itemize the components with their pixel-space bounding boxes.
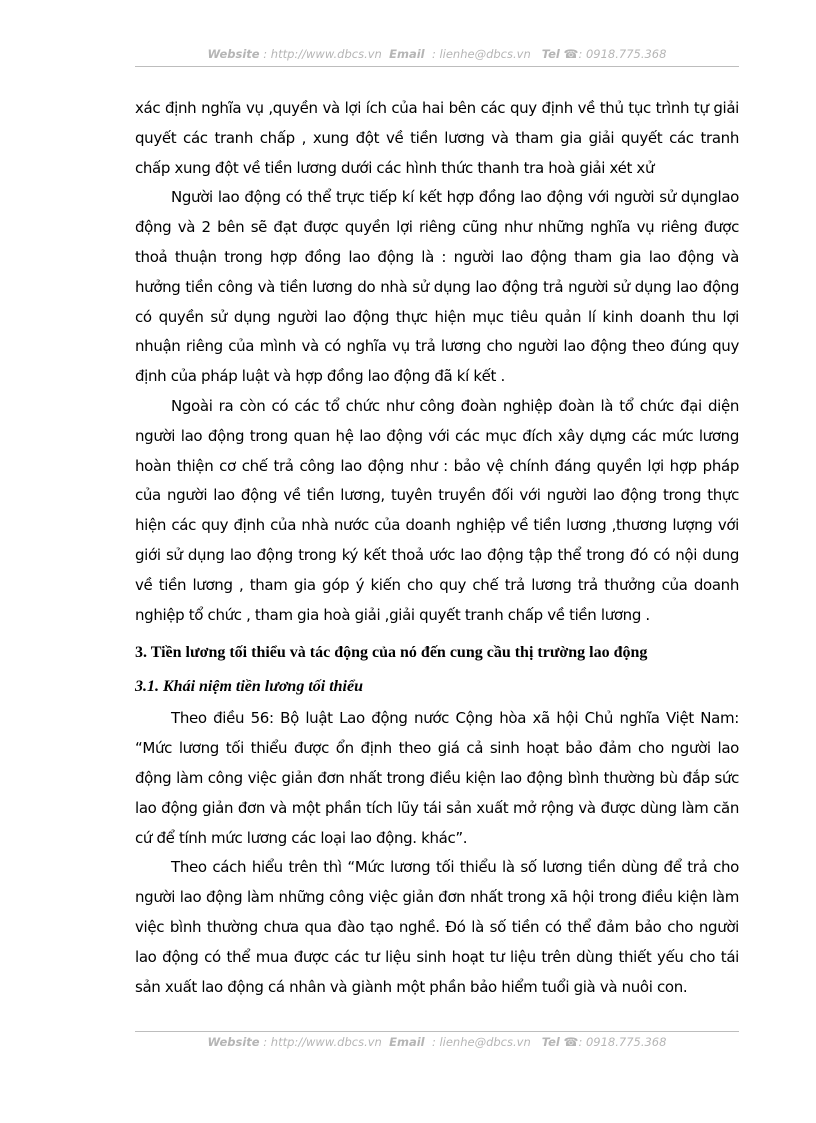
footer-website-value: : http://www.dbcs.vn [263, 1035, 382, 1049]
footer-email-label: Email [389, 1035, 425, 1049]
paragraph-5: Theo cách hiểu trên thì “Mức lương tối thiểu là số lương tiền dùng để trả cho người lao động làm những công việc giản đơn nhất trong xã hội trong điều kiện làm việc bình thường chưa qua đào tạo nghề. Đó là số tiền có thể đảm bảo cho người lao động có thể mua được các tư liệu sinh hoạt tư liệu trên dùng thiết yếu cho tái sản xuất lao động cá nhân và giành một phần bảo hiểm tuổi già và nuôi con. [135, 858, 739, 996]
phone-icon: ☎ [563, 47, 579, 61]
header-website-value: : http://www.dbcs.vn [263, 47, 382, 61]
section-heading: 3. Tiền lương tối thiểu và tác động của nó đến cung cầu thị trường lao động [135, 644, 648, 662]
phone-icon: ☎ [563, 1035, 579, 1049]
header-email-value: : lienhe@dbcs.vn [431, 47, 531, 61]
header-divider [135, 66, 739, 67]
footer-email-value: : lienhe@dbcs.vn [431, 1035, 531, 1049]
footer-website-label: Website [207, 1035, 260, 1049]
paragraph-1: xác định nghĩa vụ ,quyền và lợi ích của hai bên các quy định về thủ tục trình tự giải quyết các tranh chấp , xung đột về tiền lương và tham gia giải quyết các tranh chấp xung đột về tiền lương dưới các hình thức thanh tra hoà giải xét xử [135, 99, 739, 177]
paragraph-4: Theo điều 56: Bộ luật Lao động nước Cộng hòa xã hội Chủ nghĩa Việt Nam: “Mức lương tối thiểu được ổn định theo giá cả sinh hoạt bảo đảm cho người lao động làm công việc giản đơn nhất trong điều kiện lao động bình thường bù đắp sức lao động giản đơn và một phần tích lũy tái sản xuất mở rộng và được dùng làm căn cứ để tính mức lương các loại lao động. khác”. [135, 709, 739, 847]
header-tel-label: Tel [541, 47, 560, 61]
header-tel-value: : 0918.775.368 [578, 47, 667, 61]
footer-tel-value: : 0918.775.368 [578, 1035, 667, 1049]
paragraph-2: Người lao động có thể trực tiếp kí kết hợp đồng lao động với người sử dụnglao động và 2 bên sẽ đạt được quyền lợi riêng cũng như những nghĩa vụ riêng được thoả thuận trong hợp đồng lao động là : người lao động tham gia lao động và hưởng tiền công và tiền lương do nhà sử dụng lao động trả người sử dụng lao động có quyền sử dụng người lao động thực hiện mục tiêu quản lí kinh doanh thu lợi nhuận riêng của mình và có nghĩa vụ trả lương cho người lao động theo đúng quy định của pháp luật và hợp đồng lao động đã kí kết . [135, 188, 739, 386]
header-email-label: Email [389, 47, 425, 61]
document-body [135, 94, 739, 1002]
footer-divider [135, 1031, 739, 1032]
subsection-heading: 3.1. Khái niệm tiền lương tối thiểu [135, 678, 363, 696]
footer-tel-label: Tel [541, 1035, 560, 1049]
page-header [135, 47, 739, 61]
page-footer [135, 1035, 739, 1049]
header-website-label: Website [207, 47, 260, 61]
paragraph-3: Ngoài ra còn có các tổ chức như công đoàn nghiệp đoàn là tổ chức đại diện người lao động trong quan hệ lao động với các mục đích xây dựng các mức lương hoàn thiện cơ chế trả công lao động như : bảo vệ chính đáng quyền lợi hợp pháp của người lao động về tiền lương, tuyên truyền đối với người lao động trong thực hiện các quy định của nhà nước của doanh nghiệp về tiền lương ,thương lượng với giới sử dụng lao động trong ký kết thoả ước lao động tập thể trong đó có nội dung về tiền lương , tham gia góp ý kiến cho quy chế trả lương trả thưởng của doanh nghiệp tổ chức , tham gia hoà giải ,giải quyết tranh chấp về tiền lương . [135, 396, 739, 624]
